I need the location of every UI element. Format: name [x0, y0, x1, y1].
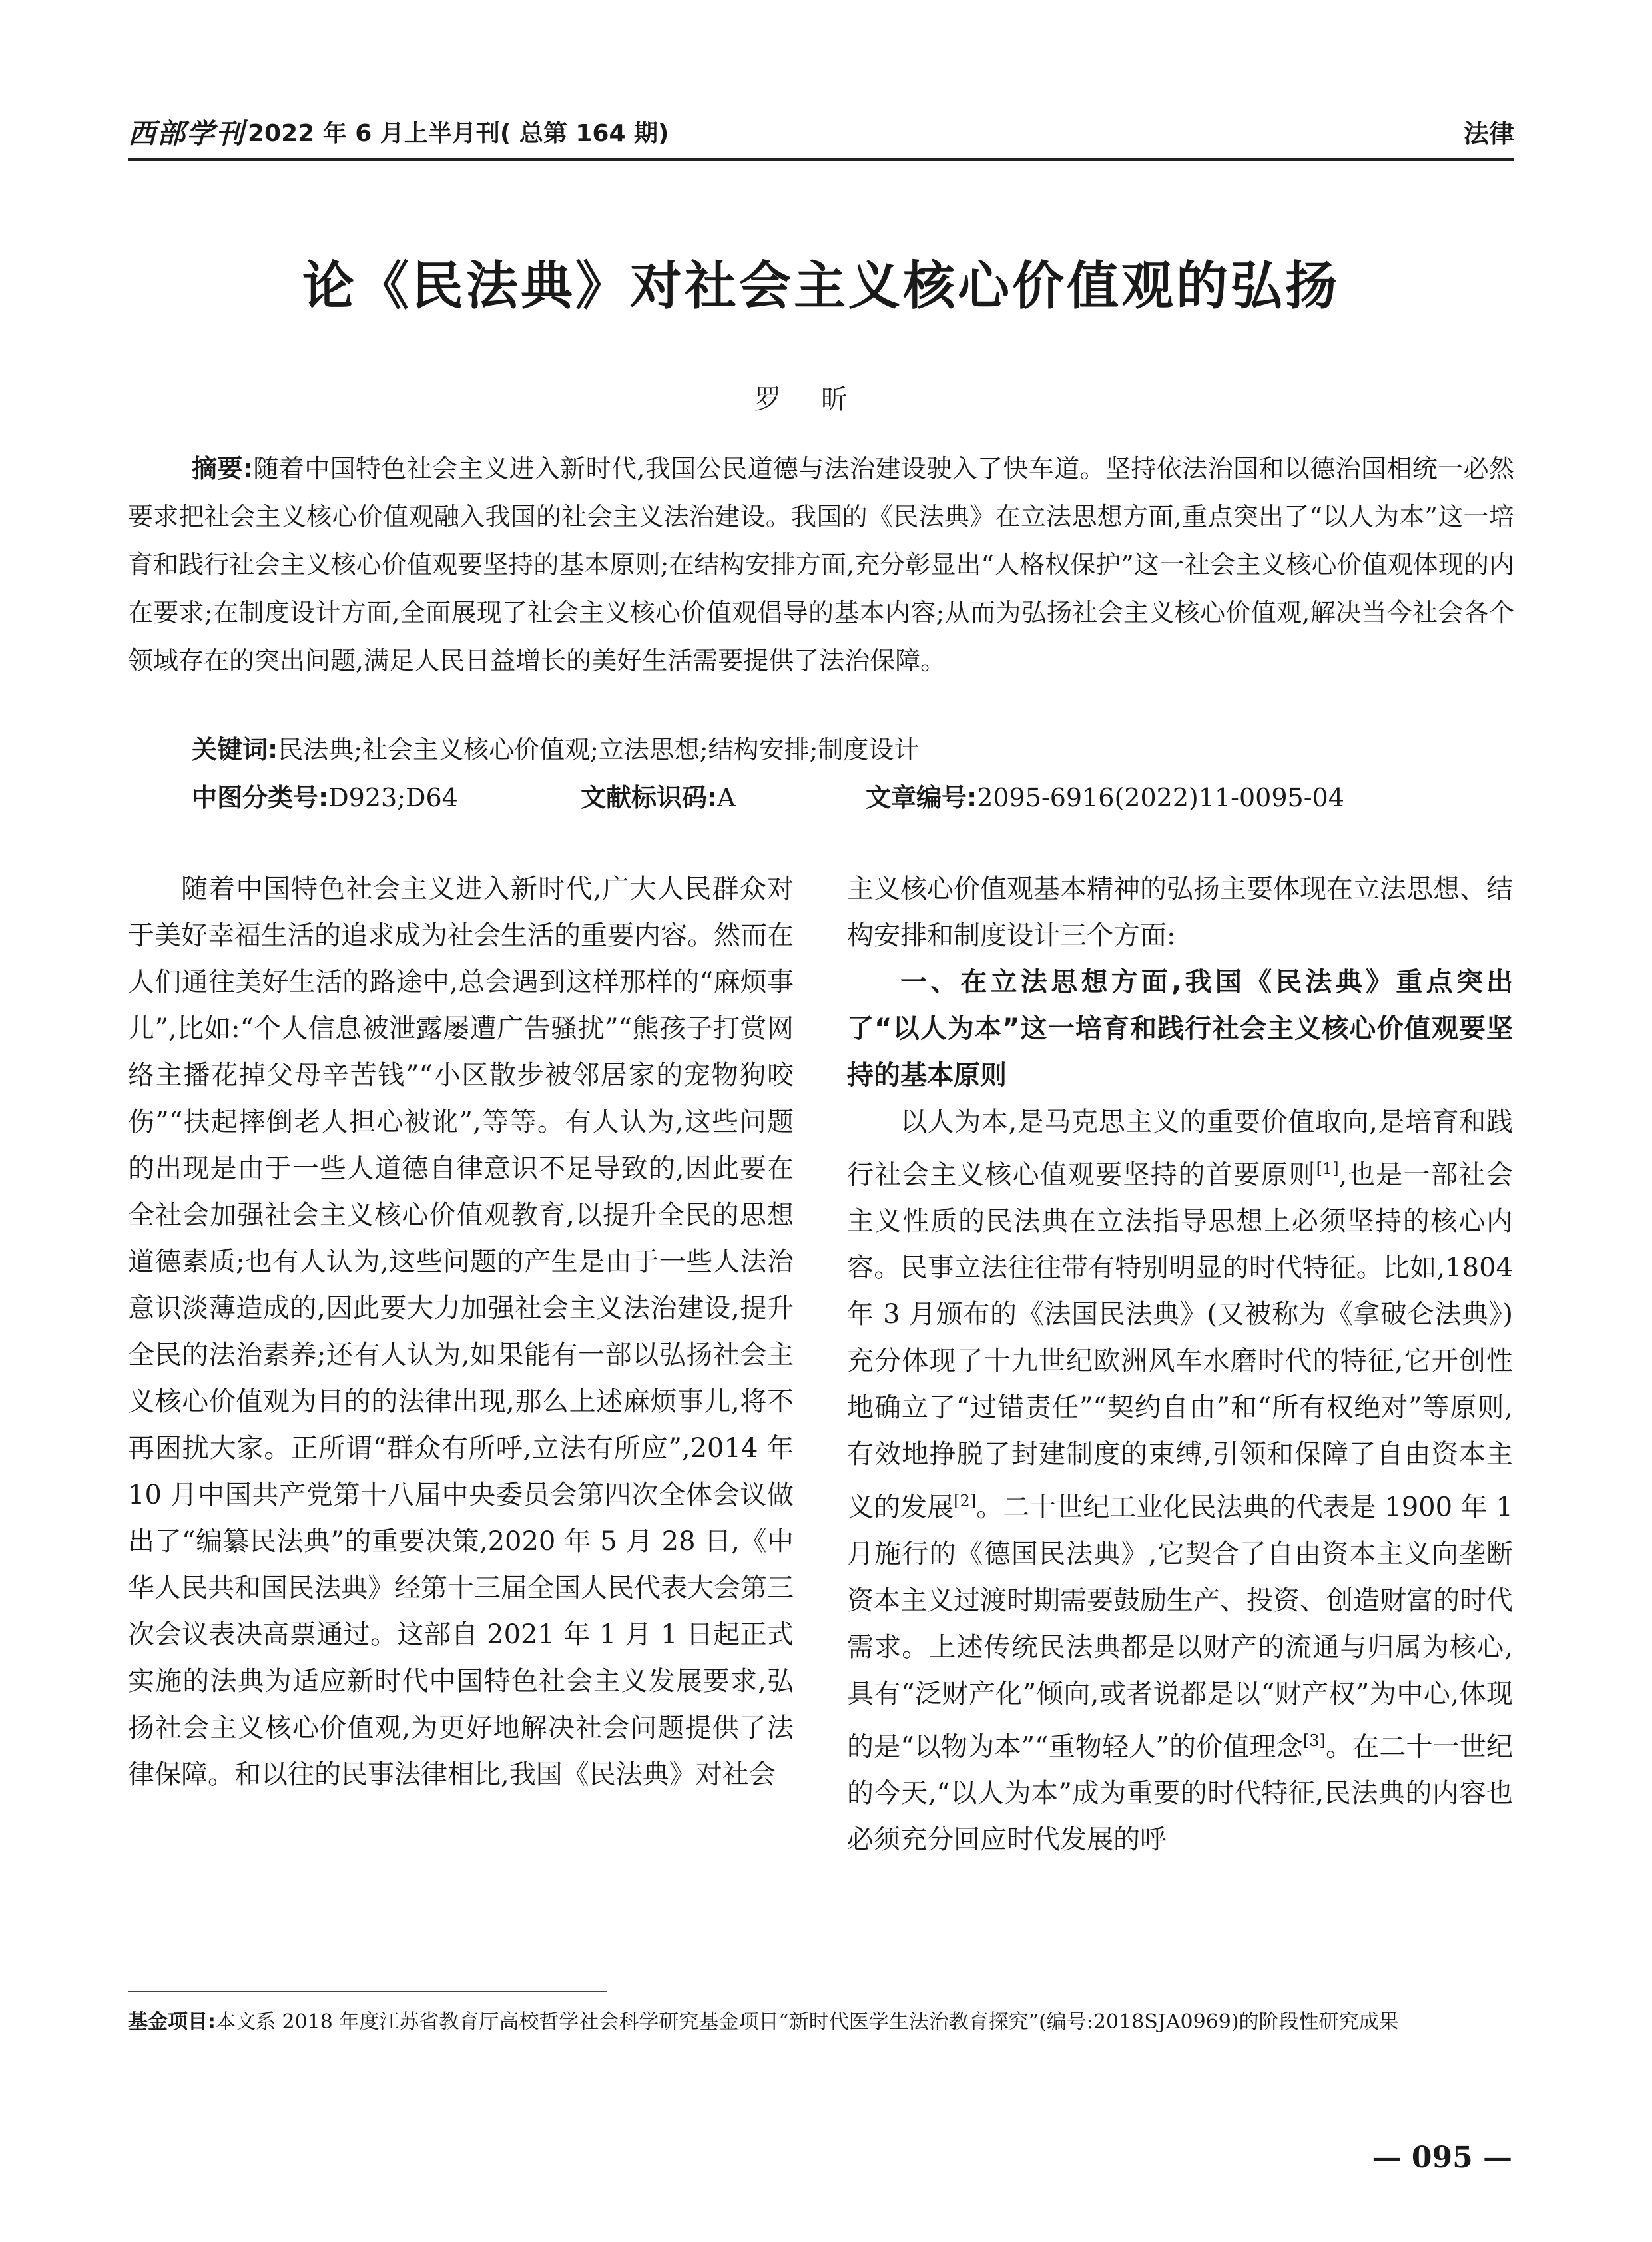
abstract-label: 摘要:: [192, 454, 253, 483]
section-heading: 一、在立法思想方面,我国《民法典》重点突出了“以人为本”这一培育和践行社会主义核心价值观要坚持的基本原则: [847, 967, 1513, 1091]
running-header: [128, 117, 1514, 161]
body-column-right: [847, 866, 1513, 1863]
footnote-label: 基金项目:: [128, 2010, 216, 2034]
doc-code-label: 文献标识码:: [581, 783, 718, 812]
abstract-text: 随着中国特色社会主义进入新时代,我国公民道德与法治建设驶入了快车道。坚持依法治国和以德治国相统一必然要求把社会主义核心价值观融入我国的社会主义法治建设。我国的《民法典》在立法思想方面,重点突出了“以人为本”这一培育和践行社会主义核心价值观要坚持的基本原则;在结构安排方面,充分彰显出“人格权保护”这一社会主义核心价值观体现的内在要求;在制度设计方面,全面展现了社会主义核心价值观倡导的基本内容;从而为弘扬社会主义核心价值观,解决当今社会各个领域存在的突出问题,满足人民日益增长的美好生活需要提供了法治保障。: [128, 454, 1514, 675]
keywords: [192, 730, 919, 770]
reference-marker[interactable]: [2]: [954, 1492, 977, 1511]
section-label: 法律: [1463, 119, 1514, 148]
footnote: [128, 2004, 1514, 2040]
journal-issue: 2022 年 6 月上半月刊( 总第 164 期): [248, 120, 669, 147]
abstract: [128, 445, 1514, 685]
body-text-part: 。二十世纪工业化民法典的代表是 1900 年 1 月施行的《德国民法典》,它契合了自由资本主义向垄断资本主义过渡时期需要鼓励生产、投资、创造财富的时代需求。上述传统民法典都是以财产的流通与归属为核心,具有“泛财产化”倾向,或者说都是以“财产权”为中心,体现的是“以物为本”“重物轻人”的价值理念: [847, 1492, 1514, 1762]
keywords-text: 民法典;社会主义核心价值观;立法思想;结构安排;制度设计: [278, 735, 920, 764]
clc-number: [192, 778, 458, 818]
journal-logo: 西部学刊: [128, 117, 246, 150]
reference-marker[interactable]: [3]: [1302, 1731, 1326, 1750]
footnote-text: 本文系 2018 年度江苏省教育厅高校哲学社会科学研究基金项目“新时代医学生法治教育探究”(编号:2018SJA0969)的阶段性研究成果: [216, 2010, 1399, 2034]
article-number: [866, 778, 1344, 818]
author-name: 罗昕: [754, 384, 888, 415]
body-text-part: 以人为本,是马克思主义的重要价值取向,是培育和践行社会主义核心值观要坚持的首要原则: [847, 1107, 1513, 1191]
keywords-label: 关键词:: [192, 735, 278, 764]
reference-marker[interactable]: [1]: [1316, 1159, 1339, 1178]
body-text-part: 。在二十一世纪的今天,“以人为本”成为重要的时代特征,民法典的内容也必须充分回应时代发展的呼: [847, 1731, 1514, 1855]
body-column-left: [128, 866, 794, 1798]
article-title: 论《民法典》对社会主义核心价值观的弘扬: [302, 256, 1340, 316]
page-number: — 095 —: [1372, 2141, 1512, 2175]
body-paragraph: 随着中国特色社会主义进入新时代,广大人民群众对于美好幸福生活的追求成为社会生活的重要内容。然而在人们通往美好生活的路途中,总会遇到这样那样的“麻烦事儿”,比如:“个人信息被泄露屡遭广告骚扰”“熊孩子打赏网络主播花掉父母辛苦钱”“小区散步被邻居家的宠物狗咬伤”“扶起摔倒老人担心被讹”,等等。有人认为,这些问题的出现是由于一些人道德自律意识不足导致的,因此要在全社会加强社会主义核心价值观教育,以提升全民的思想道德素质;也有人认为,这些问题的产生是由于一些人法治意识淡薄造成的,因此要大力加强社会主义法治建设,提升全民的法治素养;还有人认为,如果能有一部以弘扬社会主义核心价值观为目的的法律出现,那么上述麻烦事儿,将不再困扰大家。正所谓“群众有所呼,立法有所应”,2014 年 10 月中国共产党第十八届中央委员会第四次全体会议做出了“编纂民法典”的重要决策,2020 年 5 月 28 日,《中华人民共和国民法典》经第十三届全国人民代表大会第三次会议表决高票通过。这部自 2021 年 1 月 1 日起正式实施的法典为适应新时代中国特色社会主义发展要求,弘扬社会主义核心价值观,为更好地解决社会问题提供了法律保障。和以往的民事法律相比,我国《民法典》对社会: [128, 874, 794, 1790]
article-no-value: 2095-6916(2022)11-0095-04: [977, 783, 1344, 812]
clc-label: 中图分类号:: [192, 783, 329, 812]
article-no-label: 文章编号:: [866, 783, 977, 812]
body-paragraph: [847, 1099, 1513, 1863]
doc-code-value: A: [717, 783, 736, 812]
footnote-divider: [128, 1991, 607, 1992]
body-text-part: ,也是一部社会主义性质的民法典在立法指导思想上必须坚持的核心内容。民事立法往往带有特别明显的时代特征。比如,1804 年 3 月颁布的《法国民法典》(又被称为《拿破仑法典》)充分体现了十九世纪欧洲风车水磨时代的特征,它开创性地确立了“过错责任”“契约自由”和“所有权绝对”等原则,有效地挣脱了封建制度的束缚,引领和保障了自由资本主义的发展: [847, 1159, 1514, 1523]
body-paragraph-continuation: 主义核心价值观基本精神的弘扬主要体现在立法思想、结构安排和制度设计三个方面:: [847, 874, 1513, 951]
clc-value: D923;D64: [328, 783, 458, 812]
document-code: [581, 778, 736, 818]
